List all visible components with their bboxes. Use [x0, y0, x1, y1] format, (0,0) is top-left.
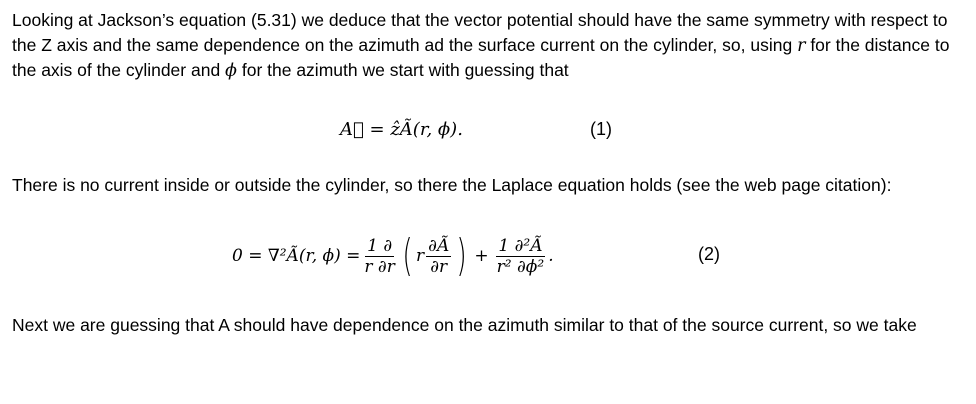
right-paren: ) [456, 230, 467, 281]
p1-text-b: for the distance to the axis of the cylinder and [12, 34, 950, 80]
equation-2-end: . [548, 246, 554, 266]
paragraph-1 [12, 8, 962, 84]
paragraph-2: There is no current inside or outside the cylinder, so there the Laplace equation holds (see the web page citation): [12, 175, 892, 195]
plus-sign: + [474, 246, 489, 266]
equation-1-number: (1) [590, 119, 612, 139]
fraction-3: $\frac{\text{1 ∂²Ã}}{\text{r² ∂ϕ²}}$ [496, 235, 545, 277]
left-paren: ( [402, 230, 413, 281]
fraction-1: $\frac{1 \partial}{r \partial r}$ [364, 235, 395, 277]
equation-2 [232, 226, 554, 286]
equation-2-number: (2) [698, 244, 720, 264]
symbol-r: r [797, 35, 806, 56]
fraction-2: $\frac{\partial Ã}{\partial r}$ [428, 235, 450, 277]
p1-text-c: for the azimuth we start with guessing that [236, 60, 569, 80]
symbol-phi: ϕ [225, 61, 237, 81]
equation-1: A⃗ = ẑÃ(r, ϕ). [340, 119, 463, 140]
paragraph-3: Next we are guessing that A should have dependence on the azimuth similar to that of the source current, so we take [12, 315, 917, 335]
p1-text-a: Looking at Jackson’s equation (5.31) we deduce that the vector potential should have the same symmetry with respect to the Z axis and the same dependence on the azimuth ad the surface current on the cylinder, so, using [12, 10, 948, 55]
inner-r: r [416, 246, 425, 266]
equation-2-lhs: 0 = ∇²Ã(r, ϕ) = [232, 246, 361, 266]
